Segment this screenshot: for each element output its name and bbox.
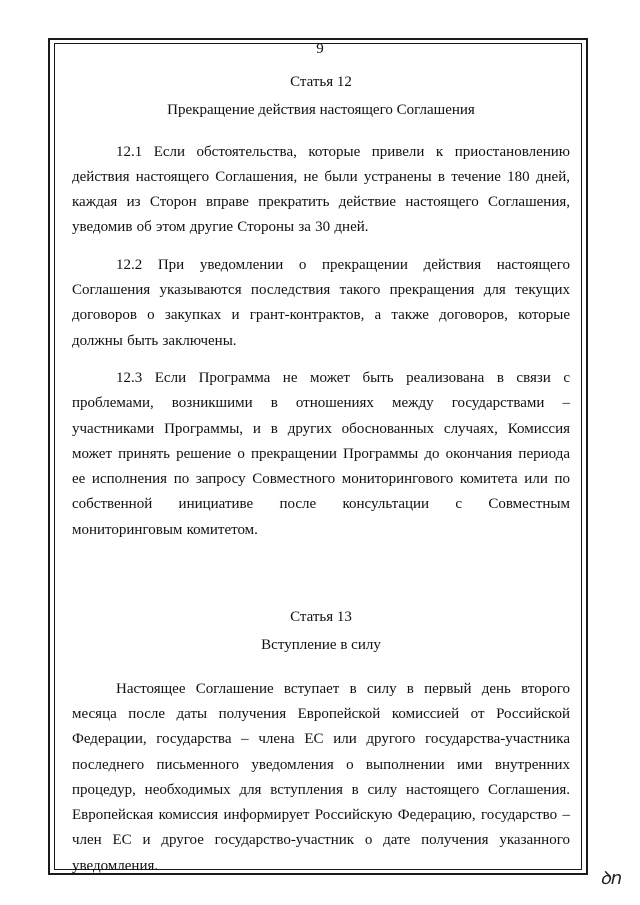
article-13-subtitle: Вступление в силу <box>261 637 381 654</box>
page-number: 9 <box>316 41 324 57</box>
paragraph-12-3: 12.3 Если Программа не может быть реализована в связи с проблемами, возникшими в отношениях между государствами – участниками Программы, и в других обоснованных случаях, Комиссия может принять решение о прекращении Программы до окончания периода ее исполнения по запросу Совместного мониторингового комитета или по собственной инициативе после консультации с Совместным мониторинговым комитетом. <box>72 369 570 538</box>
article-12-subtitle: Прекращение действия настоящего Соглашения <box>167 102 475 119</box>
article-13-title: Статья 13 <box>290 609 352 626</box>
article-12-title: Статья 12 <box>290 74 352 90</box>
paragraph-13: Настоящее Соглашение вступает в силу в первый день второго месяца после даты получения Европейской комиссией от Российской Федерации, государства – члена ЕС или другого государства-участника последнего письменного уведомления о выполнении ими внутренних процедур, необходимых для вступления в силу настоящего Соглашения. Европейская комиссия информирует Российскую Федерацию, государство – член ЕС и другое государство-участник о дате получения указанного уведомления. <box>72 680 570 874</box>
paragraph-12-1: 12.1 Если обстоятельства, которые привели к приостановлению действия настоящего Соглашения, не были устранены в течение 180 дней, каждая из Сторон вправе прекратить действие настоящего Соглашения, уведомив об этом другие Стороны за 30 дней. <box>72 143 570 236</box>
document-body <box>72 70 570 879</box>
handwritten-margin-mark: ꝺn <box>600 868 623 889</box>
section-gap <box>72 543 570 605</box>
paragraph-12-2: 12.2 При уведомлении о прекращении действия настоящего Соглашения указываются последствия такого прекращения для текущих договоров о закупках и грант-контрактов, а также договоров, которые должны быть заключены. <box>72 256 570 349</box>
article-12 <box>72 70 570 543</box>
article-13 <box>72 605 570 879</box>
